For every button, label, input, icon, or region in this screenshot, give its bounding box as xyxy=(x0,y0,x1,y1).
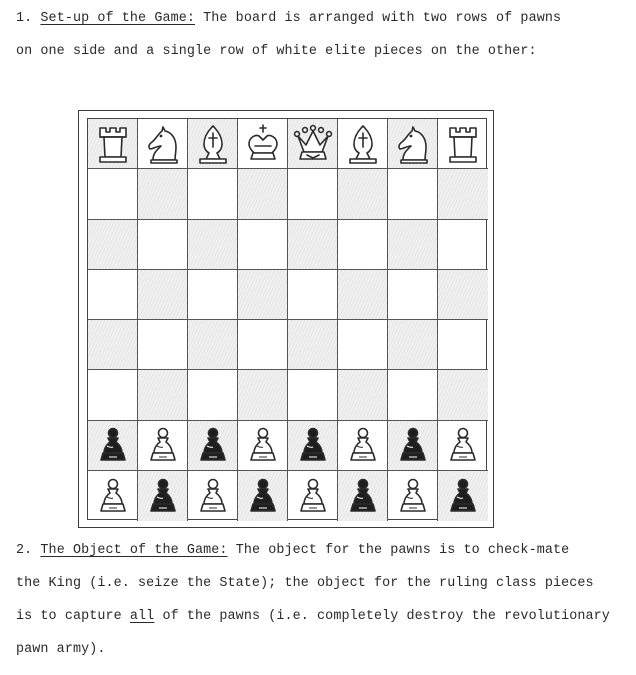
board-square xyxy=(88,370,138,420)
board-square xyxy=(188,471,238,521)
white-king-icon xyxy=(241,122,285,166)
board-square xyxy=(338,220,388,270)
setup-line-2: on one side and a single row of white elite pieces on the other: xyxy=(16,44,537,59)
white-queen-icon xyxy=(291,122,335,166)
board-square xyxy=(188,421,238,471)
board-square xyxy=(88,119,138,169)
white-rook-icon xyxy=(441,122,485,166)
board-square xyxy=(188,220,238,270)
board-square xyxy=(438,421,488,471)
board-square xyxy=(388,270,438,320)
board-square xyxy=(138,421,188,471)
object-heading: The Object of the Game: xyxy=(40,543,228,558)
white-bishop-icon xyxy=(341,122,385,166)
board-square xyxy=(188,119,238,169)
white-knight-icon xyxy=(141,122,185,166)
object-paragraph xyxy=(16,534,628,666)
section-number: 1. xyxy=(16,11,33,26)
board-square xyxy=(188,169,238,219)
black-pawn-icon xyxy=(291,423,335,467)
board-square xyxy=(388,370,438,420)
black-pawn-icon xyxy=(91,423,135,467)
board-square xyxy=(88,471,138,521)
white-pawn-icon xyxy=(441,423,485,467)
white-pawn-icon xyxy=(191,474,235,518)
board-square xyxy=(438,169,488,219)
board-square xyxy=(188,270,238,320)
board-square xyxy=(138,270,188,320)
black-pawn-icon xyxy=(141,474,185,518)
board-square xyxy=(338,320,388,370)
section-number: 2. xyxy=(16,543,33,558)
board-square xyxy=(88,220,138,270)
object-line-4: pawn army). xyxy=(16,642,106,657)
board-square xyxy=(438,220,488,270)
board-square xyxy=(238,421,288,471)
board-square xyxy=(438,471,488,521)
board-square xyxy=(238,270,288,320)
emphasis-all: all xyxy=(129,609,155,624)
board-square xyxy=(438,270,488,320)
board-square xyxy=(238,119,288,169)
board-square xyxy=(438,370,488,420)
board-square xyxy=(288,220,338,270)
board-square xyxy=(238,471,288,521)
setup-text-1: The board is arranged with two rows of pawns xyxy=(203,11,562,26)
board-square xyxy=(288,270,338,320)
board-square xyxy=(188,370,238,420)
board-square xyxy=(288,370,338,420)
object-line-1 xyxy=(16,534,628,567)
object-line-3: is to capture all of the pawns (i.e. completely destroy the revolutionary xyxy=(16,609,610,624)
white-pawn-icon xyxy=(141,423,185,467)
board-square xyxy=(388,421,438,471)
board-square xyxy=(238,169,288,219)
board-square xyxy=(338,169,388,219)
board-square xyxy=(438,320,488,370)
setup-heading: Set-up of the Game: xyxy=(40,11,195,26)
board-square xyxy=(388,169,438,219)
black-pawn-icon xyxy=(341,474,385,518)
board-square xyxy=(138,119,188,169)
board-square xyxy=(338,370,388,420)
board-square xyxy=(288,471,338,521)
board-square xyxy=(138,471,188,521)
board-square xyxy=(438,119,488,169)
board-square xyxy=(138,220,188,270)
white-pawn-icon xyxy=(391,474,435,518)
white-pawn-icon xyxy=(291,474,335,518)
board-square xyxy=(338,421,388,471)
white-rook-icon xyxy=(91,122,135,166)
board-square xyxy=(188,320,238,370)
board-square xyxy=(238,320,288,370)
board-square xyxy=(388,471,438,521)
black-pawn-icon xyxy=(441,474,485,518)
chess-board xyxy=(87,118,487,520)
board-square xyxy=(388,119,438,169)
white-pawn-icon xyxy=(91,474,135,518)
board-square xyxy=(138,370,188,420)
board-square xyxy=(288,119,338,169)
board-square xyxy=(388,220,438,270)
setup-line-1 xyxy=(16,2,628,35)
object-line-2: the King (i.e. seize the State); the object for the ruling class pieces xyxy=(16,576,594,591)
board-square xyxy=(138,320,188,370)
black-pawn-icon xyxy=(191,423,235,467)
object-text-1: The object for the pawns is to check-mate xyxy=(235,543,570,558)
board-square xyxy=(288,320,338,370)
black-pawn-icon xyxy=(391,423,435,467)
board-square xyxy=(238,370,288,420)
board-square xyxy=(88,270,138,320)
board-square xyxy=(388,320,438,370)
board-square xyxy=(288,421,338,471)
setup-paragraph xyxy=(16,2,628,68)
black-pawn-icon xyxy=(241,474,285,518)
white-pawn-icon xyxy=(341,423,385,467)
board-square xyxy=(88,421,138,471)
board-square xyxy=(138,169,188,219)
white-bishop-icon xyxy=(191,122,235,166)
board-square xyxy=(88,320,138,370)
board-square xyxy=(288,169,338,219)
board-square xyxy=(88,169,138,219)
board-square xyxy=(338,119,388,169)
white-pawn-icon xyxy=(241,423,285,467)
board-square xyxy=(338,270,388,320)
board-square xyxy=(238,220,288,270)
board-square xyxy=(338,471,388,521)
white-knight-icon xyxy=(391,122,435,166)
